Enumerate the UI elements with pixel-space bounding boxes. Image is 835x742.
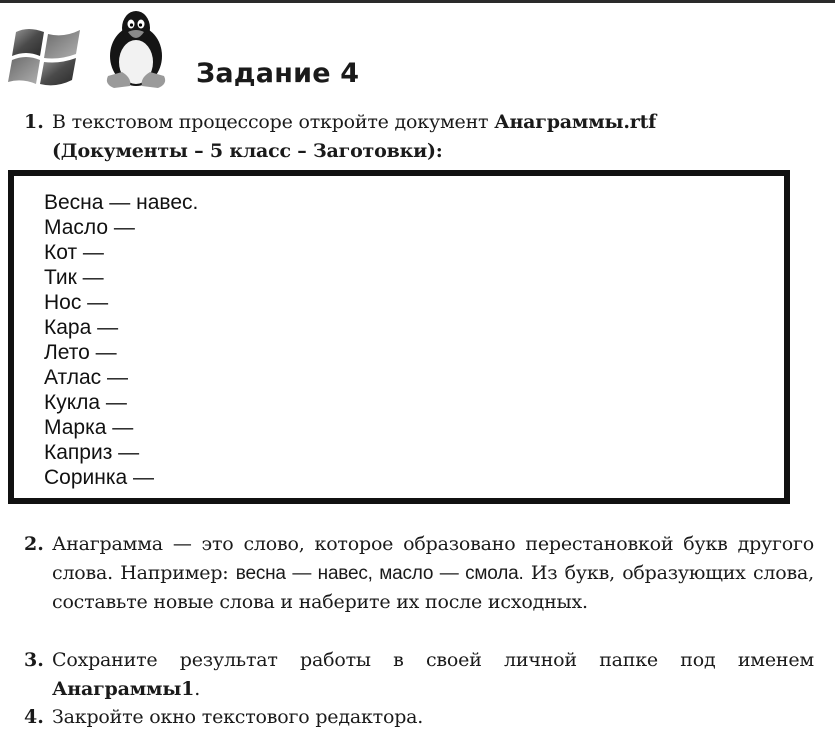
file-name: Анаграммы.rtf bbox=[494, 111, 657, 133]
anagram-line: Нос — bbox=[44, 291, 109, 314]
step-2 bbox=[24, 530, 814, 617]
step-number: 3. bbox=[24, 649, 44, 671]
period: . bbox=[194, 678, 201, 700]
anagram-line: Атлас — bbox=[44, 366, 128, 389]
anagram-line: Весна — навес. bbox=[44, 191, 199, 214]
anagram-line: Лето — bbox=[44, 341, 117, 364]
step-text: Закройте окно текстового редактора. bbox=[52, 706, 424, 728]
anagram-instruction: Из букв, образующих слова, составьте новые слова и наберите их после исходных. bbox=[52, 562, 814, 613]
step-text bbox=[52, 646, 814, 704]
step-text bbox=[52, 530, 814, 617]
anagram-line: Кот — bbox=[44, 241, 104, 264]
step-number: 2. bbox=[24, 533, 44, 555]
anagram-line: Марка — bbox=[44, 416, 134, 439]
linux-tux-icon bbox=[100, 6, 172, 90]
step-number: 1. bbox=[24, 111, 44, 133]
anagram-list bbox=[44, 190, 198, 490]
anagram-example: весна — навес, масло — смола. bbox=[235, 563, 524, 584]
anagram-line: Каприз — bbox=[44, 441, 140, 464]
step-4 bbox=[24, 703, 814, 732]
step-number: 4. bbox=[24, 706, 44, 728]
os-logos bbox=[0, 0, 200, 100]
anagram-line: Кара — bbox=[44, 316, 119, 339]
anagram-line: Масло — bbox=[44, 216, 135, 239]
save-file-name: Анаграммы1 bbox=[52, 678, 195, 700]
anagram-line: Соринка — bbox=[44, 466, 155, 489]
anagram-definition: Анаграмма — это слово, которое образовано перестановкой букв другого слова. Например: bbox=[52, 533, 814, 584]
task-title: Задание 4 bbox=[196, 58, 360, 89]
anagram-line: Тик — bbox=[44, 266, 104, 289]
step-1-text: В текстовом процессоре откройте документ bbox=[52, 111, 495, 133]
file-path: (Документы – 5 класс – Заготовки): bbox=[52, 140, 443, 162]
step-text bbox=[52, 108, 814, 166]
windows-logo-icon bbox=[8, 18, 88, 88]
step-1 bbox=[24, 108, 814, 166]
document-content-box bbox=[8, 170, 790, 504]
anagram-line: Кукла — bbox=[44, 391, 127, 414]
step-3 bbox=[24, 646, 814, 704]
save-instruction: Сохраните результат работы в своей личной папке под именем bbox=[52, 649, 814, 671]
